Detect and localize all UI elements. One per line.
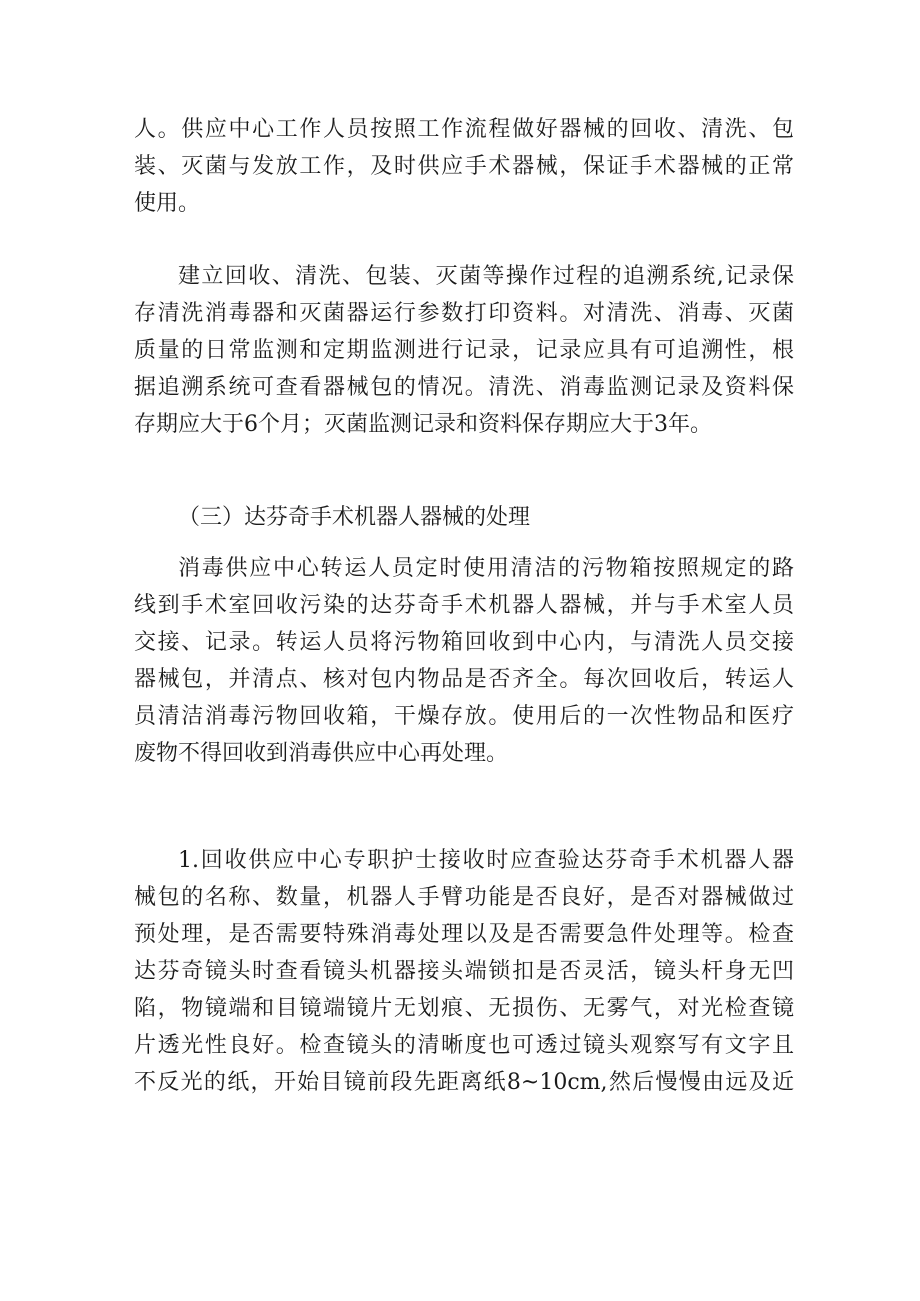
paragraph-3-line-2: 线到手术室回收污染的达芬奇手术机器人器械，并与手术室人员 xyxy=(134,593,794,618)
paragraph-3-line-6: 废物不得回收到消毒供应中心再处理。 xyxy=(134,741,509,766)
paragraph-4-line-6: 片透光性良好。检查镜头的清晰度也可透过镜头观察写有文字且 xyxy=(134,1033,794,1058)
paragraph-4-line-7: 不反光的纸，开始目镜前段先距离纸8~10cm,然后慢慢由远及近 xyxy=(134,1070,794,1095)
paragraph-4 xyxy=(134,842,794,1101)
section-heading: （三）达芬奇手术机器人器械的处理 xyxy=(178,505,531,530)
paragraph-4-line-1: 1.回收供应中心专职护士接收时应查验达芬奇手术机器人器 xyxy=(178,848,794,873)
paragraph-3-line-5: 员清洁消毒污物回收箱，干燥存放。使用后的一次性物品和医疗 xyxy=(134,704,794,729)
paragraph-2-line-4: 据追溯系统可查看器械包的情况。清洗、消毒监测记录及资料保 xyxy=(134,375,794,400)
paragraph-3-line-4: 器械包，并清点、核对包内物品是否齐全。每次回收后，转运人 xyxy=(134,667,794,692)
paragraph-3-line-1: 消毒供应中心转运人员定时使用清洁的污物箱按照规定的路 xyxy=(178,556,794,581)
paragraph-4-line-3: 预处理，是否需要特殊消毒处理以及是否需要急件处理等。检查 xyxy=(134,922,794,947)
paragraph-1-line-3: 使用。 xyxy=(134,191,201,216)
paragraph-4-line-5: 陷，物镜端和目镜端镜片无划痕、无损伤、无雾气，对光检查镜 xyxy=(134,996,794,1021)
paragraph-1-line-2: 装、灭菌与发放工作，及时供应手术器械，保证手术器械的正常 xyxy=(134,154,794,179)
paragraph-4-line-2: 械包的名称、数量，机器人手臂功能是否良好，是否对器械做过 xyxy=(134,885,794,910)
paragraph-1 xyxy=(134,111,794,222)
paragraph-4-line-4: 达芬奇镜头时查看镜头机器接头端锁扣是否灵活，镜头杆身无凹 xyxy=(134,959,794,984)
paragraph-2-line-3: 质量的日常监测和定期监测进行记录，记录应具有可追溯性，根 xyxy=(134,338,794,363)
paragraph-2 xyxy=(134,258,794,443)
paragraph-1-line-1: 人。供应中心工作人员按照工作流程做好器械的回收、清洗、包 xyxy=(134,117,794,142)
paragraph-2-line-1: 建立回收、清洗、包装、灭菌等操作过程的追溯系统,记录保 xyxy=(178,264,794,289)
paragraph-2-line-2: 存清洗消毒器和灭菌器运行参数打印资料。对清洗、消毒、灭菌 xyxy=(134,301,794,326)
paragraph-3 xyxy=(134,550,794,772)
paragraph-2-line-5: 存期应大于6个月；灭菌监测记录和资料保存期应大于3年。 xyxy=(134,412,712,437)
paragraph-3-line-3: 交接、记录。转运人员将污物箱回收到中心内，与清洗人员交接 xyxy=(134,630,794,655)
